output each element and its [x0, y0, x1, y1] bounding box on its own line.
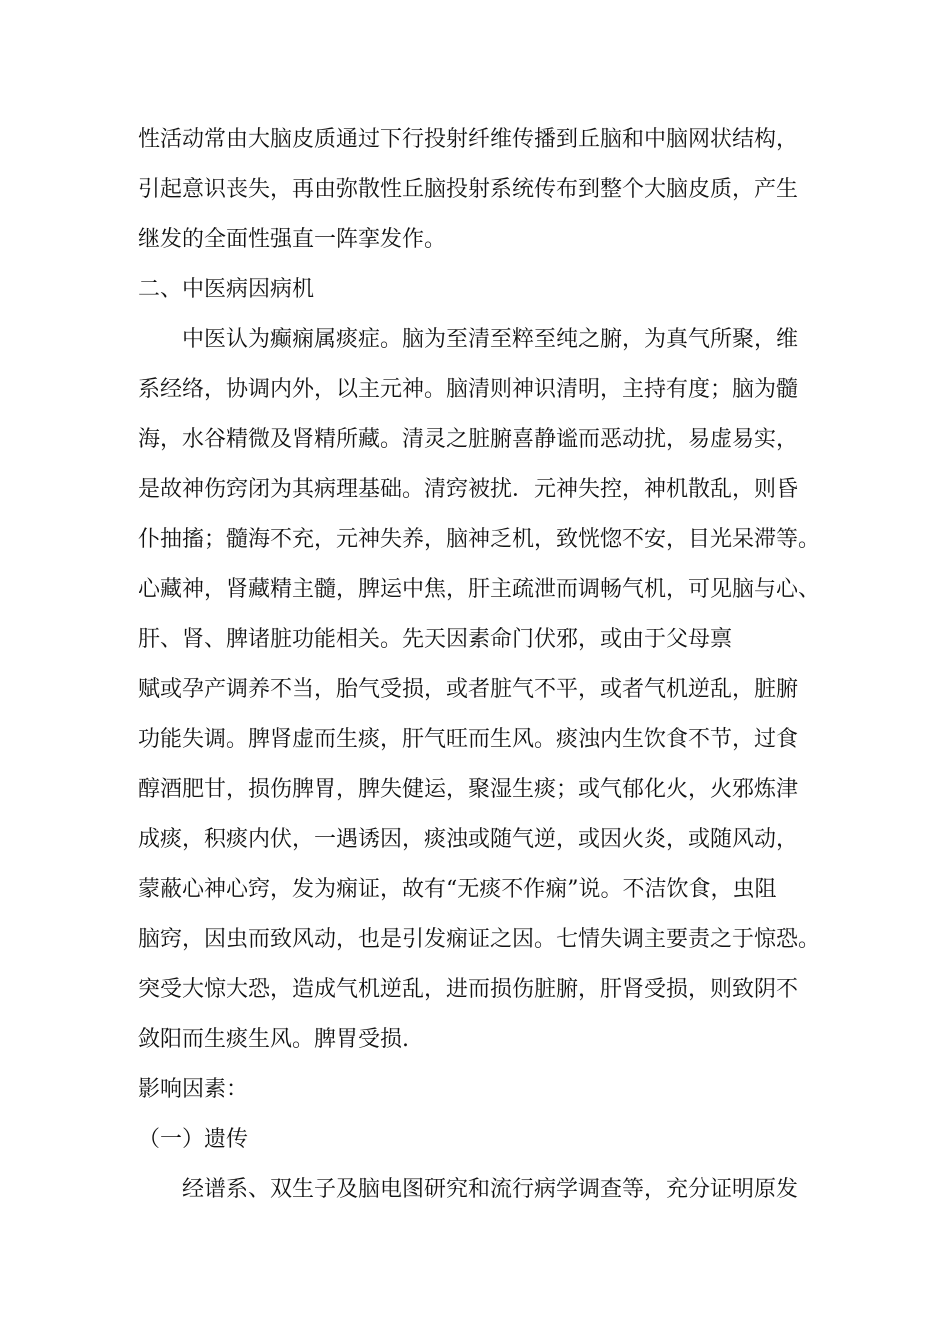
paragraph-heredity-start: 经谱系、双生子及脑电图研究和流行病学调查等，充分证明原发: [182, 1177, 799, 1202]
text-line-15: 成痰，积痰内伏，一遇诱因，痰浊或随气逆，或因火炎，或随风动，: [138, 827, 799, 852]
text-line-3: 继发的全面性强直一阵挛发作。: [138, 227, 447, 252]
section-heading-tcm-pathogenesis: 二、中医病因病机: [138, 277, 315, 302]
paragraph-start-line: 中医认为癫痫属痰症。脑为至清至粹至纯之腑，为真气所聚，维: [182, 327, 799, 352]
text-line-7: 海，水谷精微及肾精所藏。清灵之脏腑喜静谧而恶动扰，易虚易实，: [138, 427, 799, 452]
text-line-11: 肝、肾、脾诸脏功能相关。先天因素命门伏邪，或由于父母禀: [138, 627, 733, 652]
text-line-14: 醇酒肥甘，损伤脾胃，脾失健运，聚湿生痰；或气郁化火，火邪炼津: [138, 777, 799, 802]
text-line-1: 性活动常由大脑皮质通过下行投射纤维传播到丘脑和中脑网状结构，: [138, 127, 799, 152]
subheading-heredity: （一）遗传: [138, 1127, 249, 1152]
text-line-16: 蒙蔽心神心窍，发为痫证，故有“无痰不作痫”说。不洁饮食，虫阻: [138, 877, 777, 902]
text-line-17: 脑窍，因虫而致风动，也是引发痫证之因。七情失调主要责之于惊恐。: [138, 927, 821, 952]
text-line-2: 引起意识丧失，再由弥散性丘脑投射系统传布到整个大脑皮质，产生: [138, 177, 799, 202]
text-line-8: 是故神伤窍闭为其病理基础。清窍被扰．元神失控，神机散乱，则昏: [138, 477, 799, 502]
text-line-18: 突受大惊大恐，造成气机逆乱，进而损伤脏腑，肝肾受损，则致阴不: [138, 977, 799, 1002]
text-line-6: 系经络，协调内外，以主元神。脑清则神识清明，主持有度；脑为髓: [138, 377, 799, 402]
text-line-9: 仆抽搐；髓海不充，元神失养，脑神乏机，致恍惚不安，目光呆滞等。: [138, 527, 821, 552]
text-line-13: 功能失调。脾肾虚而生痰，肝气旺而生风。痰浊内生饮食不节，过食: [138, 727, 799, 752]
text-line-10: 心藏神，肾藏精主髓，脾运中焦，肝主疏泄而调畅气机，可见脑与心、: [138, 577, 821, 602]
text-line-19: 敛阳而生痰生风。脾胃受损.: [138, 1027, 409, 1052]
subheading-influencing-factors: 影响因素：: [138, 1077, 249, 1102]
text-line-12: 赋或孕产调养不当，胎气受损，或者脏气不平，或者气机逆乱，脏腑: [138, 677, 799, 702]
